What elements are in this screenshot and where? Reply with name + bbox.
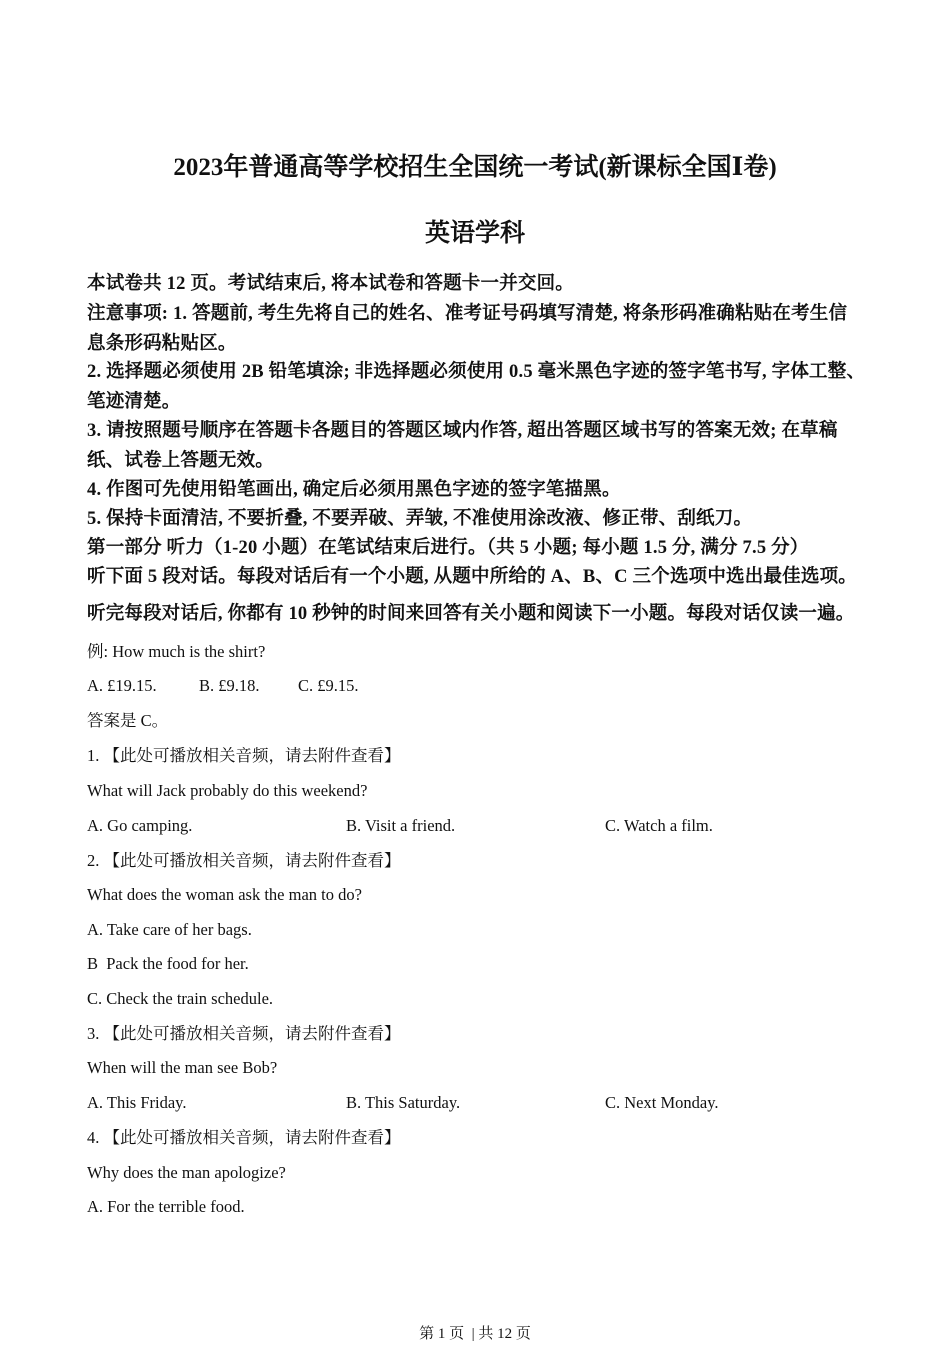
option-c: C. Watch a film. [605, 816, 713, 835]
example-option-b: B. £9.18. [199, 676, 260, 695]
instruction-line: 笔迹清楚。 [87, 392, 181, 412]
question-text: What will Jack probably do this weekend? [87, 781, 368, 800]
option-b: B. Visit a friend. [346, 816, 456, 835]
question-text: Why does the man apologize? [87, 1163, 286, 1182]
option-a: A. Take care of her bags. [87, 920, 252, 939]
question-text: What does the woman ask the man to do? [87, 885, 362, 904]
audio-placeholder[interactable]: 3. 【此处可播放相关音频，请去附件查看】 [87, 1024, 401, 1043]
exam-title: 2023年普通高等学校招生全国统一考试(新课标全国Ⅰ卷) [173, 154, 777, 181]
example-option-a: A. £19.15. [87, 676, 157, 695]
option-b: B. This Saturday. [346, 1093, 461, 1112]
option-c: C. Check the train schedule. [87, 989, 274, 1008]
page-footer: 第 1 页 | 共 12 页 [419, 1326, 531, 1342]
option-a: A. Go camping. [87, 816, 193, 835]
option-a: A. This Friday. [87, 1093, 187, 1112]
audio-placeholder[interactable]: 1. 【此处可播放相关音频，请去附件查看】 [87, 746, 401, 765]
option-a: A. For the terrible food. [87, 1197, 245, 1216]
question-text: When will the man see Bob? [87, 1058, 278, 1077]
audio-placeholder[interactable]: 2. 【此处可播放相关音频，请去附件查看】 [87, 851, 401, 870]
instruction-line: 本试卷共 12 页。考试结束后, 将本试卷和答题卡一并交回。 [87, 274, 575, 294]
audio-placeholder[interactable]: 4. 【此处可播放相关音频，请去附件查看】 [87, 1128, 401, 1147]
example-answer: 答案是 C。 [87, 711, 169, 730]
instruction-line: 5. 保持卡面清洁, 不要折叠, 不要弄破、弄皱, 不准使用涂改液、修正带、刮纸刀。 [87, 509, 753, 529]
example-question: 例: How much is the shirt? [87, 642, 266, 661]
instruction-line: 注意事项: 1. 答题前, 考生先将自己的姓名、准考证号码填写清楚, 将条形码准确粘贴在考生信 [87, 304, 848, 324]
instruction-line: 息条形码粘贴区。 [87, 334, 237, 354]
option-c: C. Next Monday. [605, 1093, 719, 1112]
instruction-line: 纸、试卷上答题无效。 [87, 451, 275, 471]
section-heading: 第一部分 听力（1-20 小题）在笔试结束后进行。（共 5 小题; 每小题 1.5 分, 满分 7.5 分） [87, 538, 809, 558]
instruction-line: 听下面 5 段对话。每段对话后有一个小题, 从题中所给的 A、B、C 三个选项中选出最佳选项。 [87, 567, 857, 587]
instruction-line: 听完每段对话后, 你都有 10 秒钟的时间来回答有关小题和阅读下一小题。每段对话仅读一遍。 [87, 604, 855, 624]
example-option-c: C. £9.15. [298, 676, 359, 695]
instruction-line: 4. 作图可先使用铅笔画出, 确定后必须用黑色字迹的签字笔描黑。 [87, 480, 621, 500]
instruction-line: 3. 请按照题号顺序在答题卡各题目的答题区域内作答, 超出答题区域书写的答案无效; 在草稿 [87, 421, 838, 441]
subject-title: 英语学科 [424, 220, 525, 247]
option-b: B Pack the food for her. [87, 954, 249, 973]
instruction-line: 2. 选择题必须使用 2B 铅笔填涂; 非选择题必须使用 0.5 毫米黑色字迹的签字笔书写, 字体工整、 [87, 362, 866, 382]
